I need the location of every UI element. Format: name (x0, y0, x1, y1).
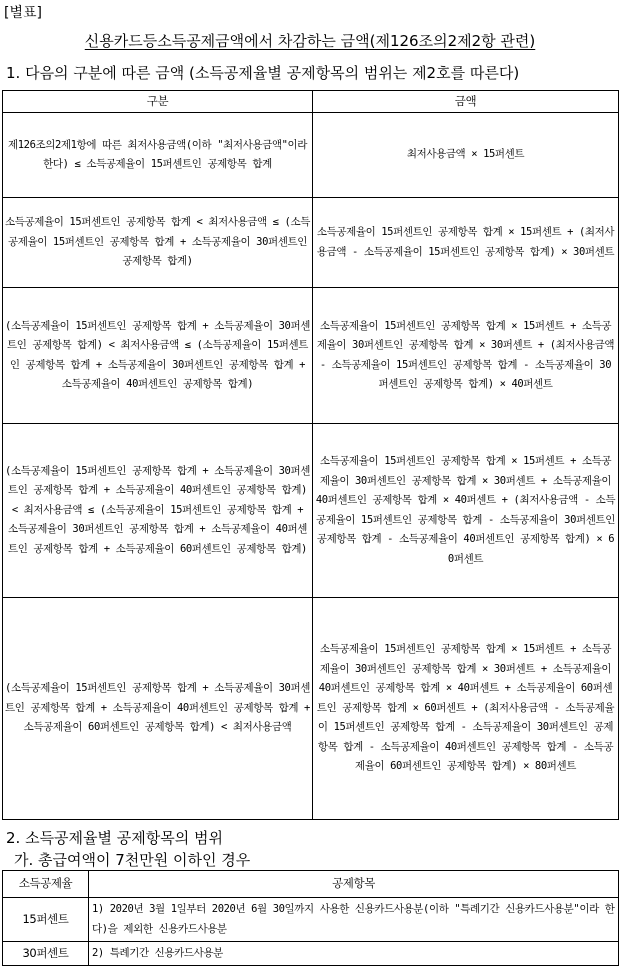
condition-cell: 제126조의2제1항에 따른 최저사용금액(이하 "최저사용금액"이라 한다) ≤ 소득공제율이 15퍼센트인 공제항목 합계 (3, 113, 313, 198)
deduction-amount-table (2, 90, 619, 820)
section-2-heading: 2. 소득공제율별 공제항목의 범위 (6, 829, 223, 847)
table-row (3, 598, 619, 820)
table-row (3, 198, 619, 288)
amount-cell: 소득공제율이 15퍼센트인 공제항목 합계 × 15퍼센트 + 소득공제율이 30퍼센트인 공제항목 합계 × 30퍼센트 + (최저사용금액 - 소득공제율이 15퍼센트인 공제항목 합계 - 소득공제율이 30퍼센트인 공제항목 합계) × 40퍼센트 (313, 288, 619, 424)
amount-cell: 소득공제율이 15퍼센트인 공제항목 합계 × 15퍼센트 + (최저사용금액 - 소득공제율이 15퍼센트인 공제항목 합계) × 30퍼센트 (313, 198, 619, 288)
condition-cell: 소득공제율이 15퍼센트인 공제항목 합계 < 최저사용금액 ≤ (소득공제율이 15퍼센트인 공제항목 합계 + 소득공제율이 30퍼센트인 공제항목 합계) (3, 198, 313, 288)
document-title (0, 30, 620, 51)
item-cell: 1) 2020년 3월 1일부터 2020년 6월 30일까지 사용한 신용카드사용분(이하 "특례기간 신용카드사용분"이라 한다)을 제외한 신용카드사용분 (89, 898, 619, 942)
section-2a-heading: 가. 총급여액이 7천만원 이하인 경우 (14, 851, 251, 869)
document-title-text: 신용카드등소득공제금액에서 차감하는 금액(제126조의2제2항 관련) (84, 32, 536, 50)
amount-cell: 소득공제율이 15퍼센트인 공제항목 합계 × 15퍼센트 + 소득공제율이 30퍼센트인 공제항목 합계 × 30퍼센트 + 소득공제율이 40퍼센트인 공제항목 합계 × 40퍼센트 + (최저사용금액 - 소득공제율이 15퍼센트인 공제항목 합계 - 소득공제율이 30퍼센트인 공제항목 합계 - 소득공제율이 40퍼센트인 공제항목 합계) × 60퍼센트 (313, 424, 619, 598)
header-rate: 소득공제율 (3, 871, 89, 898)
table-row (3, 424, 619, 598)
annex-tag: [별표] (4, 5, 42, 21)
condition-cell: (소득공제율이 15퍼센트인 공제항목 합계 + 소득공제율이 30퍼센트인 공제항목 합계 + 소득공제율이 40퍼센트인 공제항목 합계) < 최저사용금액 ≤ (소득공제율이 15퍼센트인 공제항목 합계 + 소득공제율이 30퍼센트인 공제항목 합계 + 소득공제율이 40퍼센트인 공제항목 합계 + 소득공제율이 60퍼센트인 공제항목 합계) (3, 424, 313, 598)
condition-cell: (소득공제율이 15퍼센트인 공제항목 합계 + 소득공제율이 30퍼센트인 공제항목 합계) < 최저사용금액 ≤ (소득공제율이 15퍼센트인 공제항목 합계 + 소득공제율이 30퍼센트인 공제항목 합계 + 소득공제율이 40퍼센트인 공제항목 합계) (3, 288, 313, 424)
item-cell: 2) 특례기간 신용카드사용분 (89, 942, 619, 966)
rate-cell: 15퍼센트 (3, 898, 89, 942)
table-header-row (3, 91, 619, 113)
section-1-heading: 1. 다음의 구분에 따른 금액 (소득공제율별 공제항목의 범위는 제2호를 따른다) (6, 64, 520, 82)
header-item: 공제항목 (89, 871, 619, 898)
table-row (3, 942, 619, 966)
condition-cell: (소득공제율이 15퍼센트인 공제항목 합계 + 소득공제율이 30퍼센트인 공제항목 합계 + 소득공제율이 40퍼센트인 공제항목 합계 + 소득공제율이 60퍼센트인 공제항목 합계) < 최저사용금액 (3, 598, 313, 820)
deduction-rate-table (2, 870, 619, 966)
table-row (3, 288, 619, 424)
table-header-row (3, 871, 619, 898)
header-category: 구분 (3, 91, 313, 113)
table-row (3, 898, 619, 942)
header-amount: 금액 (313, 91, 619, 113)
amount-cell: 최저사용금액 × 15퍼센트 (313, 113, 619, 198)
table-row (3, 113, 619, 198)
amount-cell: 소득공제율이 15퍼센트인 공제항목 합계 × 15퍼센트 + 소득공제율이 30퍼센트인 공제항목 합계 × 30퍼센트 + 소득공제율이 40퍼센트인 공제항목 합계 × 40퍼센트 + 소득공제율이 60퍼센트인 공제항목 합계 × 60퍼센트 + (최저사용금액 - 소득공제율이 15퍼센트인 공제항목 합계 - 소득공제율이 30퍼센트인 공제항목 합계 - 소득공제율이 40퍼센트인 공제항목 합계 - 소득공제율이 60퍼센트인 공제항목 합계) × 80퍼센트 (313, 598, 619, 820)
rate-cell: 30퍼센트 (3, 942, 89, 966)
